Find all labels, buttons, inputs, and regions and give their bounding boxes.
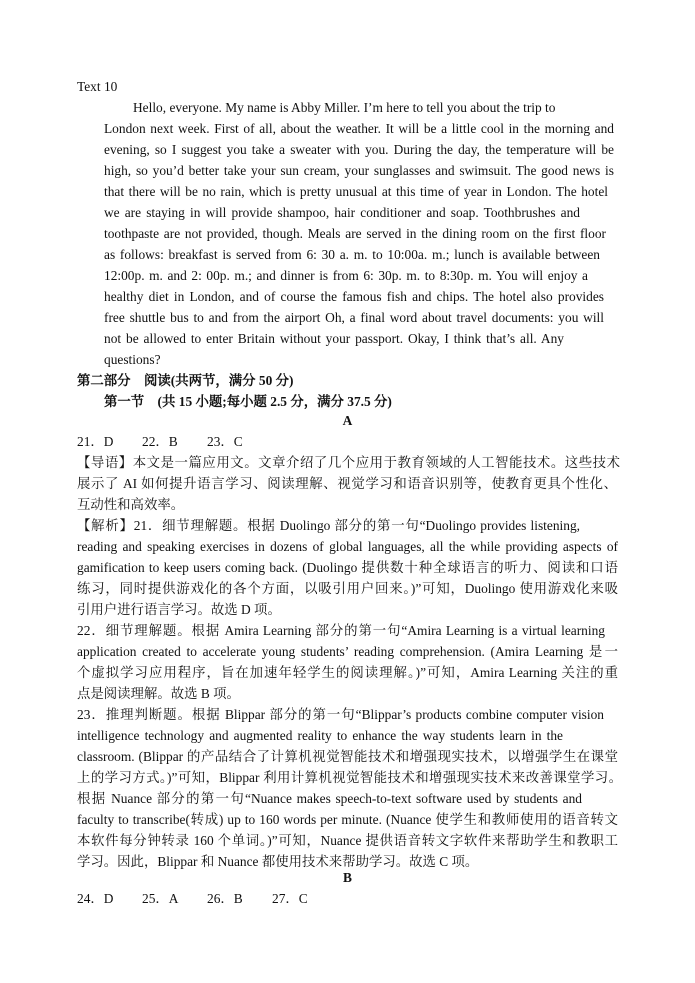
analysis-line: intelligence technology and augmented reality to enhance the way students learn in the <box>77 728 563 743</box>
guide-line: 互动性和高效率。 <box>77 497 185 512</box>
section1-title: 第一节 (共 15 小题;每小题 2.5 分，满分 37.5 分) <box>104 394 392 409</box>
text10-line: we are staying in will provide shampoo, hair conditioner and soap. Toothbrushes and <box>104 205 580 220</box>
answer-24: 24．D <box>77 891 114 906</box>
text10-line: 12:00p. m. and 2: 00p. m.; and dinner is from 6: 30p. m. to 8:30p. m. You will enjoy a <box>104 268 588 283</box>
text10-line: high, so you’d better take your sun cream, your sunglasses and swimsuit. The good news is <box>104 163 614 178</box>
analysis-line: gamification to keep users coming back. (Duolingo 提供数十种全球语言的听力、阅读和口语 <box>77 560 618 575</box>
guide-line: 【导语】本文是一篇应用文。文章介绍了几个应用于教育领域的人工智能技术。这些技术 <box>77 455 620 470</box>
part2-title: 第二部分 阅读(共两节，满分 50 分) <box>77 373 294 388</box>
analysis-line: 【解析】21．细节理解题。根据 Duolingo 部分的第一句“Duolingo provides listening, <box>77 518 580 533</box>
analysis-line: reading and speaking exercises in dozens of global languages, all the while providing aspects of <box>77 539 618 554</box>
analysis-line: 22．细节理解题。根据 Amira Learning 部分的第一句“Amira Learning is a virtual learning <box>77 623 605 638</box>
analysis-line: 练习，同时提供游戏化的各个方面，以吸引用户回来。)”可知，Duolingo 使用游戏化来吸 <box>77 581 618 596</box>
answer-26: 26．B <box>207 891 243 906</box>
analysis-line: 个虚拟学习应用程序，旨在加速年轻学生的阅读理解。)”可知，Amira Learning 关注的重 <box>77 665 618 680</box>
analysis-line: 点是阅读理解。故选 B 项。 <box>77 686 240 701</box>
text10-line: questions? <box>104 352 161 367</box>
section-b-label: B <box>343 870 352 885</box>
answer-22: 22．B <box>142 434 178 449</box>
text10-line: healthy diet in London, and of course the famous fish and chips. The hotel also provides <box>104 289 604 304</box>
analysis-line: faculty to transcribe(转成) up to 160 words per minute. (Nuance 使学生和教师使用的语音转文 <box>77 812 618 827</box>
text10-line: evening, so I suggest you take a sweater with you. During the day, the temperature will be <box>104 142 614 157</box>
analysis-line: application created to accelerate young students’ reading comprehension. (Amira Learning 是一 <box>77 644 618 659</box>
text10-line: free shuttle bus to and from the airport Oh, a final word about travel documents: you will <box>104 310 604 325</box>
text10-line: Hello, everyone. My name is Abby Miller. I’m here to tell you about the trip to <box>133 100 556 115</box>
answer-23: 23．C <box>207 434 243 449</box>
analysis-line: 本软件每分钟转录 160 个单词。)”可知，Nuance 提供语音转文字软件来帮助学生和教职工 <box>77 833 618 848</box>
text10-line: not be allowed to enter Britain without your passport. Okay, I think that’s all. Any <box>104 331 564 346</box>
analysis-line: classroom. (Blippar 的产品结合了计算机视觉智能技术和增强现实技术，以增强学生在课堂 <box>77 749 618 764</box>
answer-21: 21．D <box>77 434 114 449</box>
answer-25: 25．A <box>142 891 179 906</box>
text10-line: London next week. First of all, about the weather. It will be a little cool in the morning and <box>104 121 614 136</box>
text10-line: as follows: breakfast is served from 6: 30 a. m. to 10:00a. m.; lunch is available between <box>104 247 600 262</box>
text10-line: that there will be no rain, which is pretty unusual at this time of year in London. The hotel <box>104 184 608 199</box>
text10-line: toothpaste are not provided, though. Meals are served in the dining room on the first floor <box>104 226 606 241</box>
answer-27: 27．C <box>272 891 308 906</box>
analysis-line: 学习。因此，Blippar 和 Nuance 都使用技术来帮助学习。故选 C 项。 <box>77 854 479 869</box>
section-a-label: A <box>342 413 353 428</box>
analysis-line: 引用户进行语言学习。故选 D 项。 <box>77 602 281 617</box>
analysis-line: 上的学习方式。)”可知，Blippar 利用计算机视觉智能技术和增强现实技术来改善课堂学习。 <box>77 770 622 785</box>
analysis-line: 23．推理判断题。根据 Blippar 部分的第一句“Blippar’s products combine computer vision <box>77 707 604 722</box>
analysis-line: 根据 Nuance 部分的第一句“Nuance makes speech-to-text software used by students and <box>77 791 582 806</box>
text10-heading: Text 10 <box>77 79 118 94</box>
guide-line: 展示了 AI 如何提升语言学习、阅读理解、视觉学习和语音识别等，使教育更具个性化、 <box>77 476 617 491</box>
